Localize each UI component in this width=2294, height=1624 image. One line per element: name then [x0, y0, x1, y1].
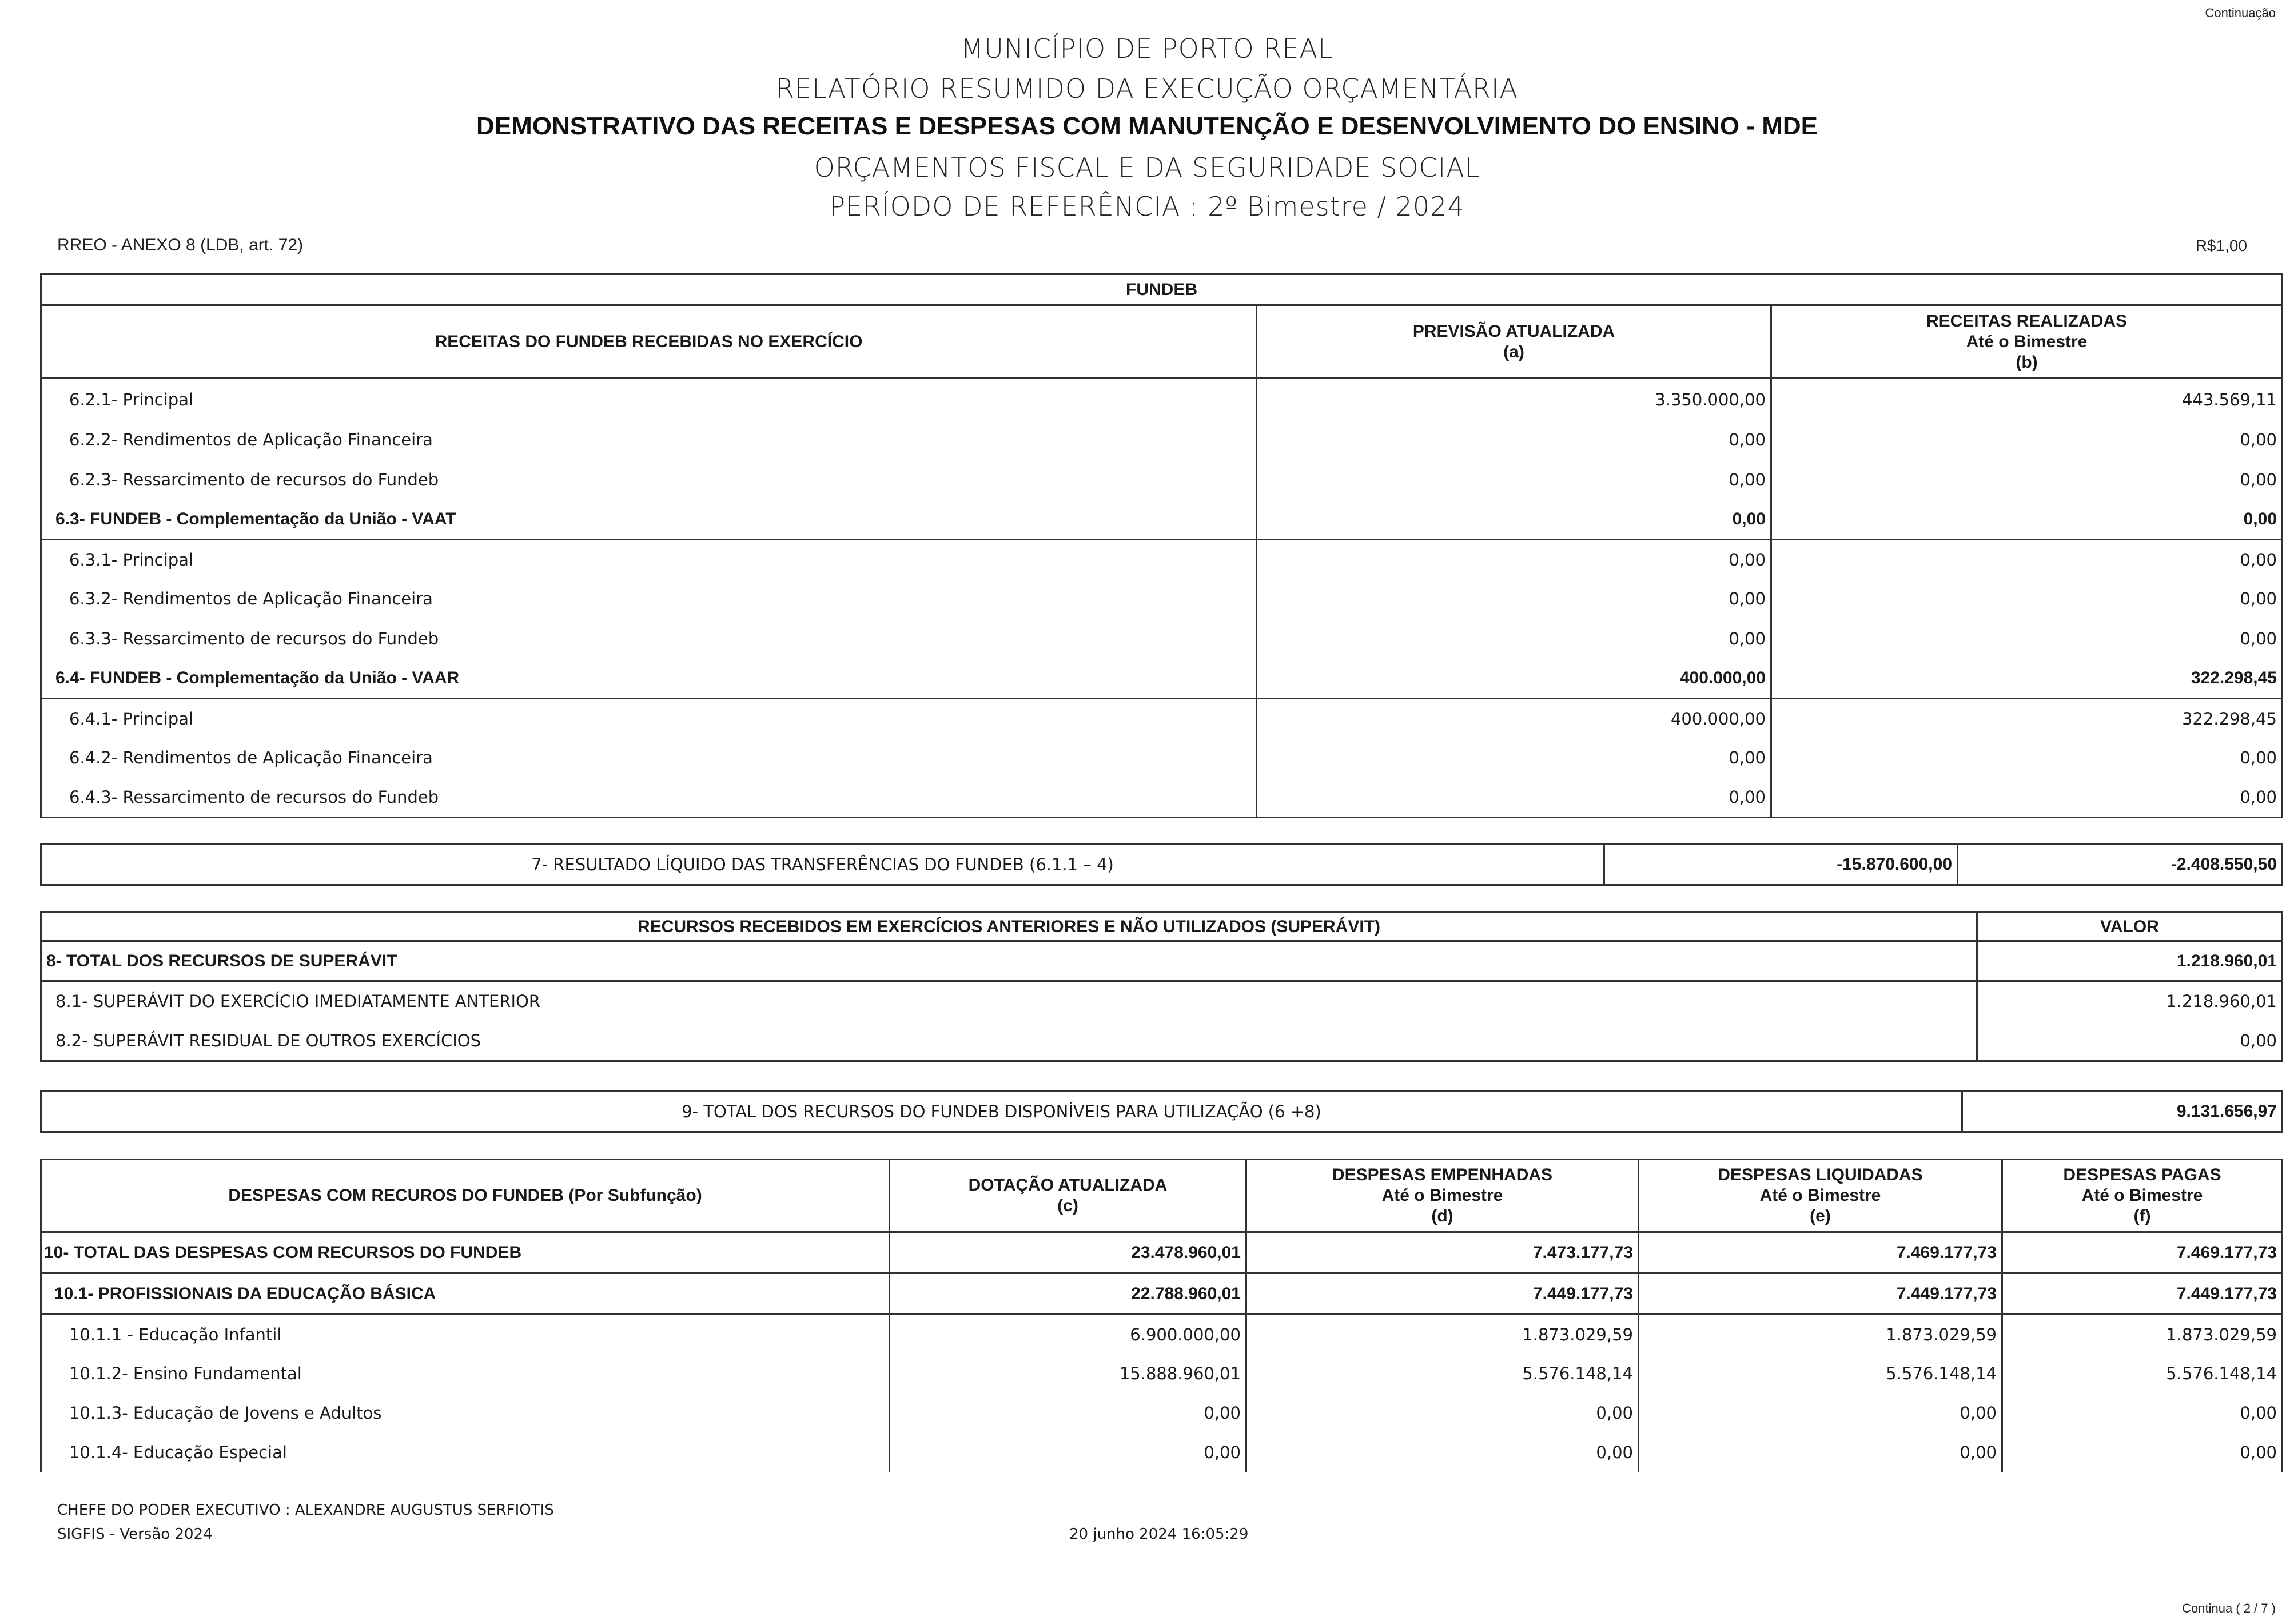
fundeb-row: [41, 579, 2283, 619]
expenses-row: [41, 1433, 2283, 1472]
expenses-row-label: 10.1.3- Educação de Jovens e Adultos: [41, 1394, 890, 1433]
total-available-table: [40, 1090, 2283, 1133]
fundeb-row: [41, 738, 2283, 778]
fundeb-col-realized: RECEITAS REALIZADAS Até o Bimestre (b): [1771, 305, 2283, 379]
expenses-sub-f: 7.449.177,73: [2002, 1273, 2283, 1315]
expenses-row-e: 0,00: [1639, 1394, 2002, 1433]
fundeb-row-realized: 0,00: [1771, 539, 2283, 579]
fundeb-row-realized: 0,00: [1771, 460, 2283, 500]
expenses-row: [41, 1394, 2283, 1433]
surplus-table: [40, 911, 2283, 1062]
expenses-row-label: 10.1.1 - Educação Infantil: [41, 1315, 890, 1354]
fundeb-row-realized: 0,00: [1771, 778, 2283, 818]
expenses-total-e: 7.469.177,73: [1639, 1232, 2002, 1273]
surplus-total-label: 8- TOTAL DOS RECURSOS DE SUPERÁVIT: [41, 941, 1977, 981]
fundeb-row-prevision: 400.000,00: [1257, 698, 1771, 738]
total-available-value: 9.131.656,97: [1962, 1091, 2283, 1132]
currency-unit: R$1,00: [2195, 237, 2247, 254]
fundeb-row-prevision: 3.350.000,00: [1257, 379, 1771, 420]
fundeb-row-prevision: 0,00: [1257, 738, 1771, 778]
net-result-b: -2.408.550,50: [1958, 845, 2283, 885]
fundeb-row-prevision: 0,00: [1257, 619, 1771, 659]
expenses-row-c: 0,00: [890, 1433, 1246, 1472]
net-result-a: -15.870.600,00: [1604, 845, 1958, 885]
municipality-title: MUNICÍPIO DE PORTO REAL: [961, 33, 1333, 64]
fundeb-row-label: 6.2.3- Ressarcimento de recursos do Fundeb: [41, 460, 1257, 500]
fundeb-row-label: 6.3.3- Ressarcimento de recursos do Fundeb: [41, 619, 1257, 659]
expenses-row-d: 1.873.029,59: [1246, 1315, 1639, 1354]
surplus-row-label: 8.2- SUPERÁVIT RESIDUAL DE OUTROS EXERCÍCIOS: [41, 1021, 1977, 1061]
expenses-row-f: 1.873.029,59: [2002, 1315, 2283, 1354]
fundeb-row-realized: 0,00: [1771, 579, 2283, 619]
expenses-row-f: 0,00: [2002, 1394, 2283, 1433]
fundeb-row: [41, 460, 2283, 500]
surplus-row-value: 1.218.960,01: [1977, 981, 2283, 1021]
expenses-row-c: 6.900.000,00: [890, 1315, 1246, 1354]
expenses-total-c: 23.478.960,01: [890, 1232, 1246, 1273]
expenses-row-d: 5.576.148,14: [1246, 1354, 1639, 1394]
fundeb-row-prevision: 400.000,00: [1257, 659, 1771, 699]
expenses-sub-d: 7.449.177,73: [1246, 1273, 1639, 1315]
surplus-total-row: [41, 941, 2283, 981]
expenses-row-e: 5.576.148,14: [1639, 1354, 2002, 1394]
expenses-subtotal-row: [41, 1273, 2283, 1315]
expenses-row-d: 0,00: [1246, 1394, 1639, 1433]
expenses-sub-e: 7.449.177,73: [1639, 1273, 2002, 1315]
net-result-row: [41, 845, 2283, 885]
system-version: SIGFIS - Versão 2024: [57, 1526, 213, 1543]
report-timestamp: 20 junho 2024 16:05:29: [1069, 1526, 1249, 1543]
annex-label: RREO - ANEXO 8 (LDB, art. 72): [57, 236, 304, 254]
expenses-col-c: DOTAÇÃO ATUALIZADA (c): [890, 1160, 1246, 1232]
fundeb-row: [41, 420, 2283, 460]
fundeb-col-prevision: PREVISÃO ATUALIZADA (a): [1257, 305, 1771, 379]
fundeb-row: [41, 500, 2283, 540]
fundeb-row-prevision: 0,00: [1257, 579, 1771, 619]
total-available-row: [41, 1091, 2283, 1132]
report-title: RELATÓRIO RESUMIDO DA EXECUÇÃO ORÇAMENTÁRIA: [775, 73, 1519, 104]
fundeb-row-realized: 0,00: [1771, 738, 2283, 778]
surplus-row: [41, 981, 2283, 1021]
expenses-row: [41, 1315, 2283, 1354]
fundeb-row-realized: 322.298,45: [1771, 698, 2283, 738]
reference-period: PERÍODO DE REFERÊNCIA : 2º Bimestre / 2024: [829, 191, 1465, 222]
budgets-subtitle: ORÇAMENTOS FISCAL E DA SEGURIDADE SOCIAL: [814, 152, 1480, 183]
fundeb-row: [41, 778, 2283, 818]
fundeb-row-realized: 0,00: [1771, 500, 2283, 540]
expenses-row-f: 0,00: [2002, 1433, 2283, 1472]
fundeb-row: [41, 698, 2283, 738]
fundeb-row-prevision: 0,00: [1257, 778, 1771, 818]
fundeb-row-prevision: 0,00: [1257, 420, 1771, 460]
expenses-row-c: 0,00: [890, 1394, 1246, 1433]
expenses-row: [41, 1354, 2283, 1394]
continuation-label: Continuação: [2205, 6, 2276, 20]
expenses-row-d: 0,00: [1246, 1433, 1639, 1472]
surplus-row-value: 0,00: [1977, 1021, 2283, 1061]
expenses-row-f: 5.576.148,14: [2002, 1354, 2283, 1394]
fundeb-row-label: 6.2.2- Rendimentos de Aplicação Financeira: [41, 420, 1257, 460]
expenses-row-label: 10.1.4- Educação Especial: [41, 1433, 890, 1472]
page-indicator: Continua ( 2 / 7 ): [2182, 1601, 2276, 1615]
expenses-total-label: 10- TOTAL DAS DESPESAS COM RECURSOS DO FUNDEB: [41, 1232, 890, 1273]
fundeb-row-realized: 322.298,45: [1771, 659, 2283, 699]
fundeb-row-realized: 443.569,11: [1771, 379, 2283, 420]
expenses-sub-label: 10.1- PROFISSIONAIS DA EDUCAÇÃO BÁSICA: [41, 1273, 890, 1315]
fundeb-row-label: 6.3.1- Principal: [41, 539, 1257, 579]
expenses-row-label: 10.1.2- Ensino Fundamental: [41, 1354, 890, 1394]
fundeb-row-prevision: 0,00: [1257, 500, 1771, 540]
surplus-row-label: 8.1- SUPERÁVIT DO EXERCÍCIO IMEDIATAMENTE ANTERIOR: [41, 981, 1977, 1021]
fundeb-row-label: 6.2.1- Principal: [41, 379, 1257, 420]
document-title: DEMONSTRATIVO DAS RECEITAS E DESPESAS COM MANUTENÇÃO E DESENVOLVIMENTO DO ENSINO - MDE: [476, 112, 1818, 140]
fundeb-row-label: 6.3.2- Rendimentos de Aplicação Financeira: [41, 579, 1257, 619]
expenses-row-e: 0,00: [1639, 1433, 2002, 1472]
fundeb-net-result-table: [40, 843, 2283, 886]
expenses-col-f: DESPESAS PAGAS Até o Bimestre (f): [2002, 1160, 2283, 1232]
fundeb-row-label: 6.4.1- Principal: [41, 698, 1257, 738]
fundeb-row: [41, 539, 2283, 579]
surplus-total-value: 1.218.960,01: [1977, 941, 2283, 981]
fundeb-row-prevision: 0,00: [1257, 539, 1771, 579]
executive-chief: CHEFE DO PODER EXECUTIVO : ALEXANDRE AUGUSTUS SERFIOTIS: [57, 1502, 554, 1519]
expenses-total-row: [41, 1232, 2283, 1273]
expenses-row-c: 15.888.960,01: [890, 1354, 1246, 1394]
fundeb-section-title: FUNDEB: [41, 274, 2283, 305]
expenses-total-d: 7.473.177,73: [1246, 1232, 1639, 1273]
expenses-sub-c: 22.788.960,01: [890, 1273, 1246, 1315]
total-available-label: 9- TOTAL DOS RECURSOS DO FUNDEB DISPONÍVEIS PARA UTILIZAÇÃO (6 +8): [41, 1091, 1962, 1132]
fundeb-col-label: RECEITAS DO FUNDEB RECEBIDAS NO EXERCÍCIO: [41, 305, 1257, 379]
surplus-row: [41, 1021, 2283, 1061]
net-result-label: 7- RESULTADO LÍQUIDO DAS TRANSFERÊNCIAS DO FUNDEB (6.1.1 – 4): [41, 845, 1604, 885]
fundeb-row: [41, 659, 2283, 699]
fundeb-row-label: 6.4.3- Ressarcimento de recursos do Fundeb: [41, 778, 1257, 818]
fundeb-row-label: 6.4.2- Rendimentos de Aplicação Financeira: [41, 738, 1257, 778]
expenses-col-e: DESPESAS LIQUIDADAS Até o Bimestre (e): [1639, 1160, 2002, 1232]
fundeb-row: [41, 619, 2283, 659]
fundeb-row-realized: 0,00: [1771, 420, 2283, 460]
fundeb-row-realized: 0,00: [1771, 619, 2283, 659]
fundeb-row: [41, 379, 2283, 420]
fundeb-expenses-table: [40, 1159, 2283, 1472]
fundeb-row-prevision: 0,00: [1257, 460, 1771, 500]
fundeb-receipts-table: [40, 273, 2283, 818]
expenses-col-label: DESPESAS COM RECUROS DO FUNDEB (Por Subfunção): [41, 1160, 890, 1232]
expenses-row-e: 1.873.029,59: [1639, 1315, 2002, 1354]
fundeb-row-label: 6.3- FUNDEB - Complementação da União - VAAT: [41, 500, 1257, 540]
surplus-col-label: RECURSOS RECEBIDOS EM EXERCÍCIOS ANTERIORES E NÃO UTILIZADOS (SUPERÁVIT): [41, 913, 1977, 941]
expenses-col-d: DESPESAS EMPENHADAS Até o Bimestre (d): [1246, 1160, 1639, 1232]
expenses-total-f: 7.469.177,73: [2002, 1232, 2283, 1273]
fundeb-row-label: 6.4- FUNDEB - Complementação da União - VAAR: [41, 659, 1257, 699]
surplus-col-value: VALOR: [1977, 913, 2283, 941]
